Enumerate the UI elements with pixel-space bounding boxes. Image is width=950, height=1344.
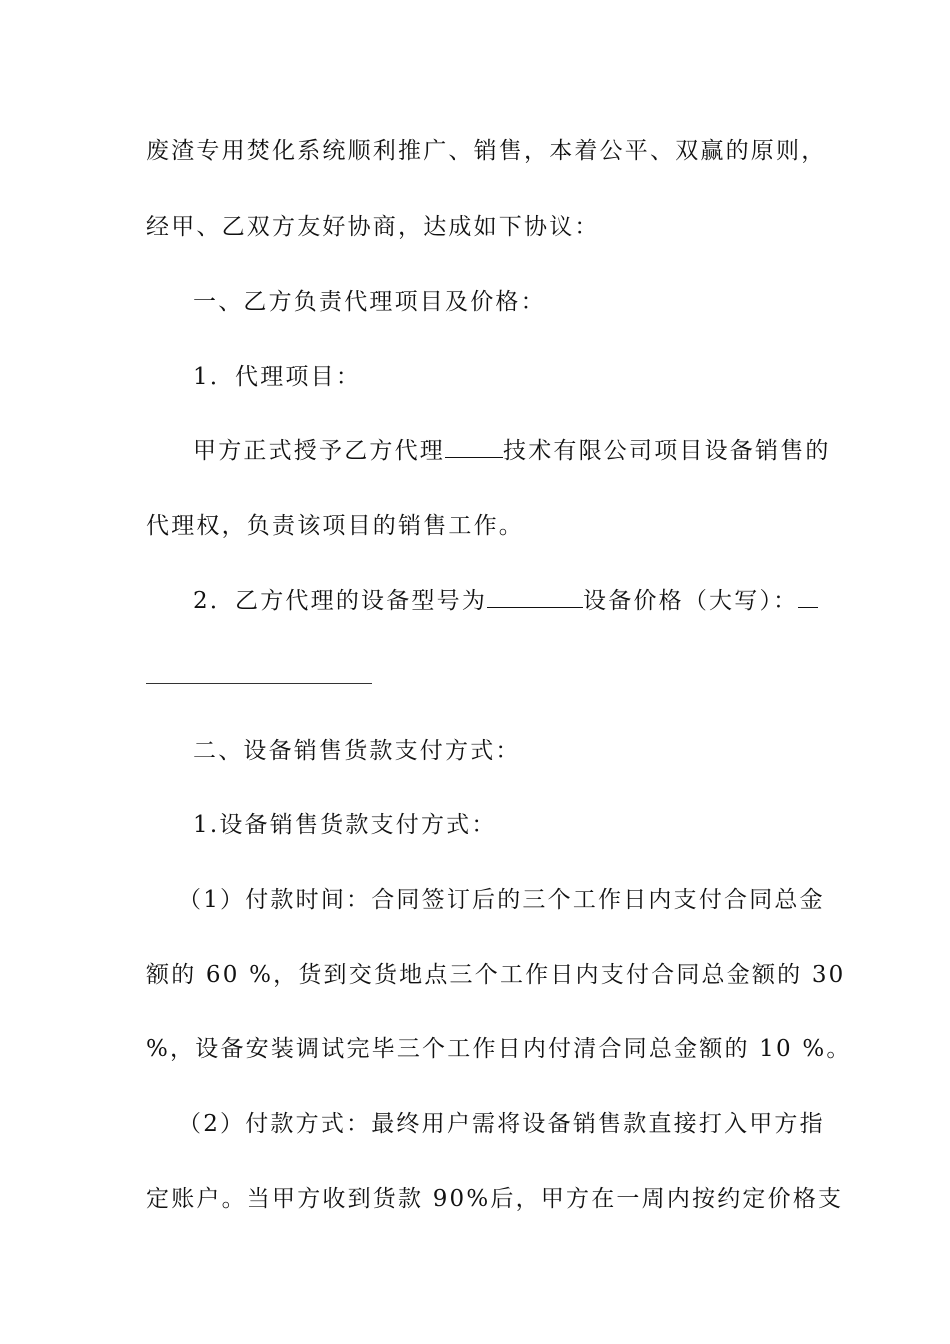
subsection-heading: 1.设备销售货款支付方式： bbox=[193, 812, 497, 838]
paragraph-line: （1）付款时间：合同签订后的三个工作日内支付合同总金 bbox=[178, 887, 825, 913]
line-text: 2．乙方代理的设备型号为 bbox=[193, 588, 488, 614]
paragraph-line: （2）付款方式：最终用户需将设备销售款直接打入甲方指 bbox=[178, 1111, 825, 1137]
line-text: 甲方正式授予乙方代理 bbox=[193, 438, 445, 464]
line-text: 设备价格（大写）： bbox=[583, 588, 799, 614]
fill-in-blank bbox=[445, 437, 503, 458]
fill-in-blank-continued bbox=[146, 683, 372, 684]
paragraph-line: 代理权，负责该项目的销售工作。 bbox=[146, 513, 524, 539]
paragraph-line: 废渣专用焚化系统顺利推广、销售，本着公平、双赢的原则， bbox=[146, 138, 827, 164]
paragraph-line bbox=[193, 436, 853, 466]
subsection-heading: 1．代理项目： bbox=[193, 364, 362, 390]
section-heading: 一、乙方负责代理项目及价格： bbox=[193, 289, 546, 315]
paragraph-line: %，设备安装调试完毕三个工作日内付清合同总金额的 10 %。 bbox=[146, 1036, 852, 1062]
paragraph-line: 额的 60 %，货到交货地点三个工作日内支付合同总金额的 30 bbox=[146, 962, 846, 988]
line-text: 技术有限公司项目设备销售的 bbox=[503, 438, 831, 464]
paragraph-line: 经甲、乙双方友好协商，达成如下协议： bbox=[146, 214, 600, 240]
section-heading: 二、设备销售货款支付方式： bbox=[193, 738, 521, 764]
fill-in-blank bbox=[487, 587, 583, 608]
paragraph-line: 定账户。当甲方收到货款 90%后，甲方在一周内按约定价格支 bbox=[146, 1186, 844, 1212]
paragraph-line bbox=[193, 586, 853, 616]
fill-in-blank bbox=[798, 587, 818, 608]
